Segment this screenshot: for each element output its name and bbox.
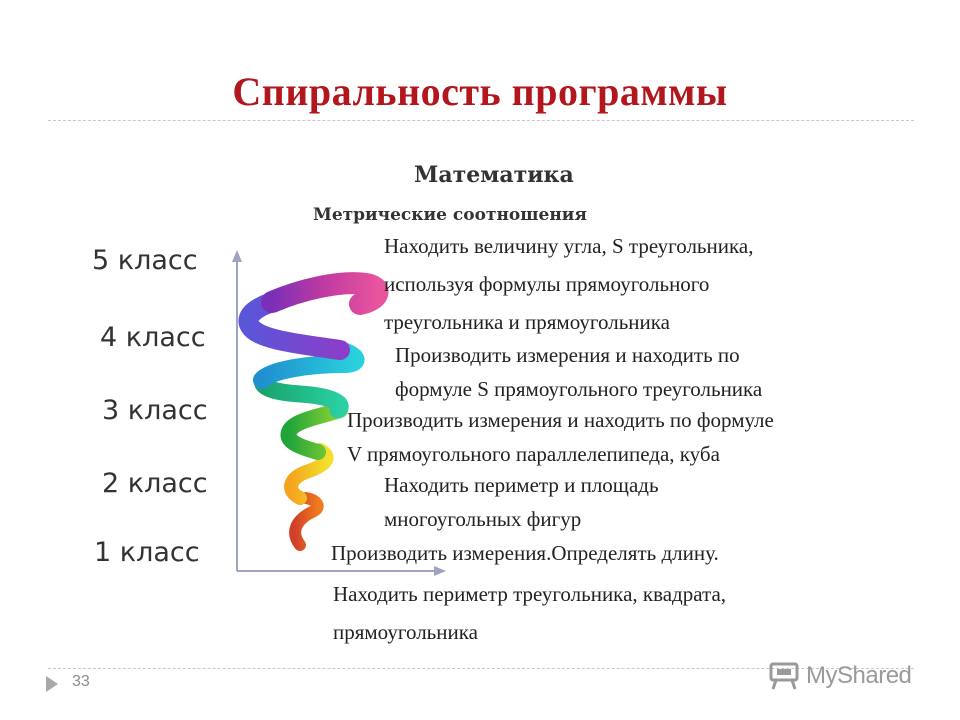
grade-3-description xyxy=(347,403,774,471)
slide-title: Спиральность программы xyxy=(232,69,728,114)
grade-label-1: 1 класс xyxy=(94,537,200,568)
page-number: 33 xyxy=(72,673,90,690)
vertical-axis xyxy=(232,250,242,571)
description-line: Находить периметр и площадь xyxy=(384,473,659,497)
grade-2-description xyxy=(384,468,659,536)
description-line: Находить величину угла, S треугольника, xyxy=(384,234,754,258)
grade-4-description xyxy=(395,338,762,406)
description-line: формуле S прямоугольного треугольника xyxy=(395,377,763,401)
watermark xyxy=(768,658,911,694)
grade-label-5: 5 класс xyxy=(92,245,198,276)
description-line: Производить измерения и находить по xyxy=(395,343,740,367)
presentation-board-icon xyxy=(768,661,800,691)
subject-heading: Математика xyxy=(414,162,574,188)
description-line: V прямоугольного параллелепипеда, куба xyxy=(347,442,720,466)
grade-label-4: 4 класс xyxy=(100,322,206,353)
grade-label-2: 2 класс xyxy=(102,468,208,499)
description-line: Производить измерения.Определять длину. xyxy=(331,541,719,565)
grade-label-3: 3 класс xyxy=(102,395,208,426)
description-line: Находить периметр треугольника, квадрата, xyxy=(333,582,727,606)
description-line: треугольника и прямоугольника xyxy=(384,310,670,334)
grade-5-description xyxy=(384,227,753,341)
description-line: Производить измерения и находить по формуле xyxy=(347,408,774,432)
topic-heading: Метрические соотношения xyxy=(313,205,587,225)
description-line: прямоугольника xyxy=(333,620,478,644)
grade-1-description-b xyxy=(333,575,726,651)
play-arrow-icon xyxy=(44,674,60,694)
description-line: используя формулы прямоугольного xyxy=(384,272,710,296)
grade-1-description-a xyxy=(331,534,719,572)
description-line: многоугольных фигур xyxy=(384,507,582,531)
watermark-text: MyShared xyxy=(806,662,912,689)
